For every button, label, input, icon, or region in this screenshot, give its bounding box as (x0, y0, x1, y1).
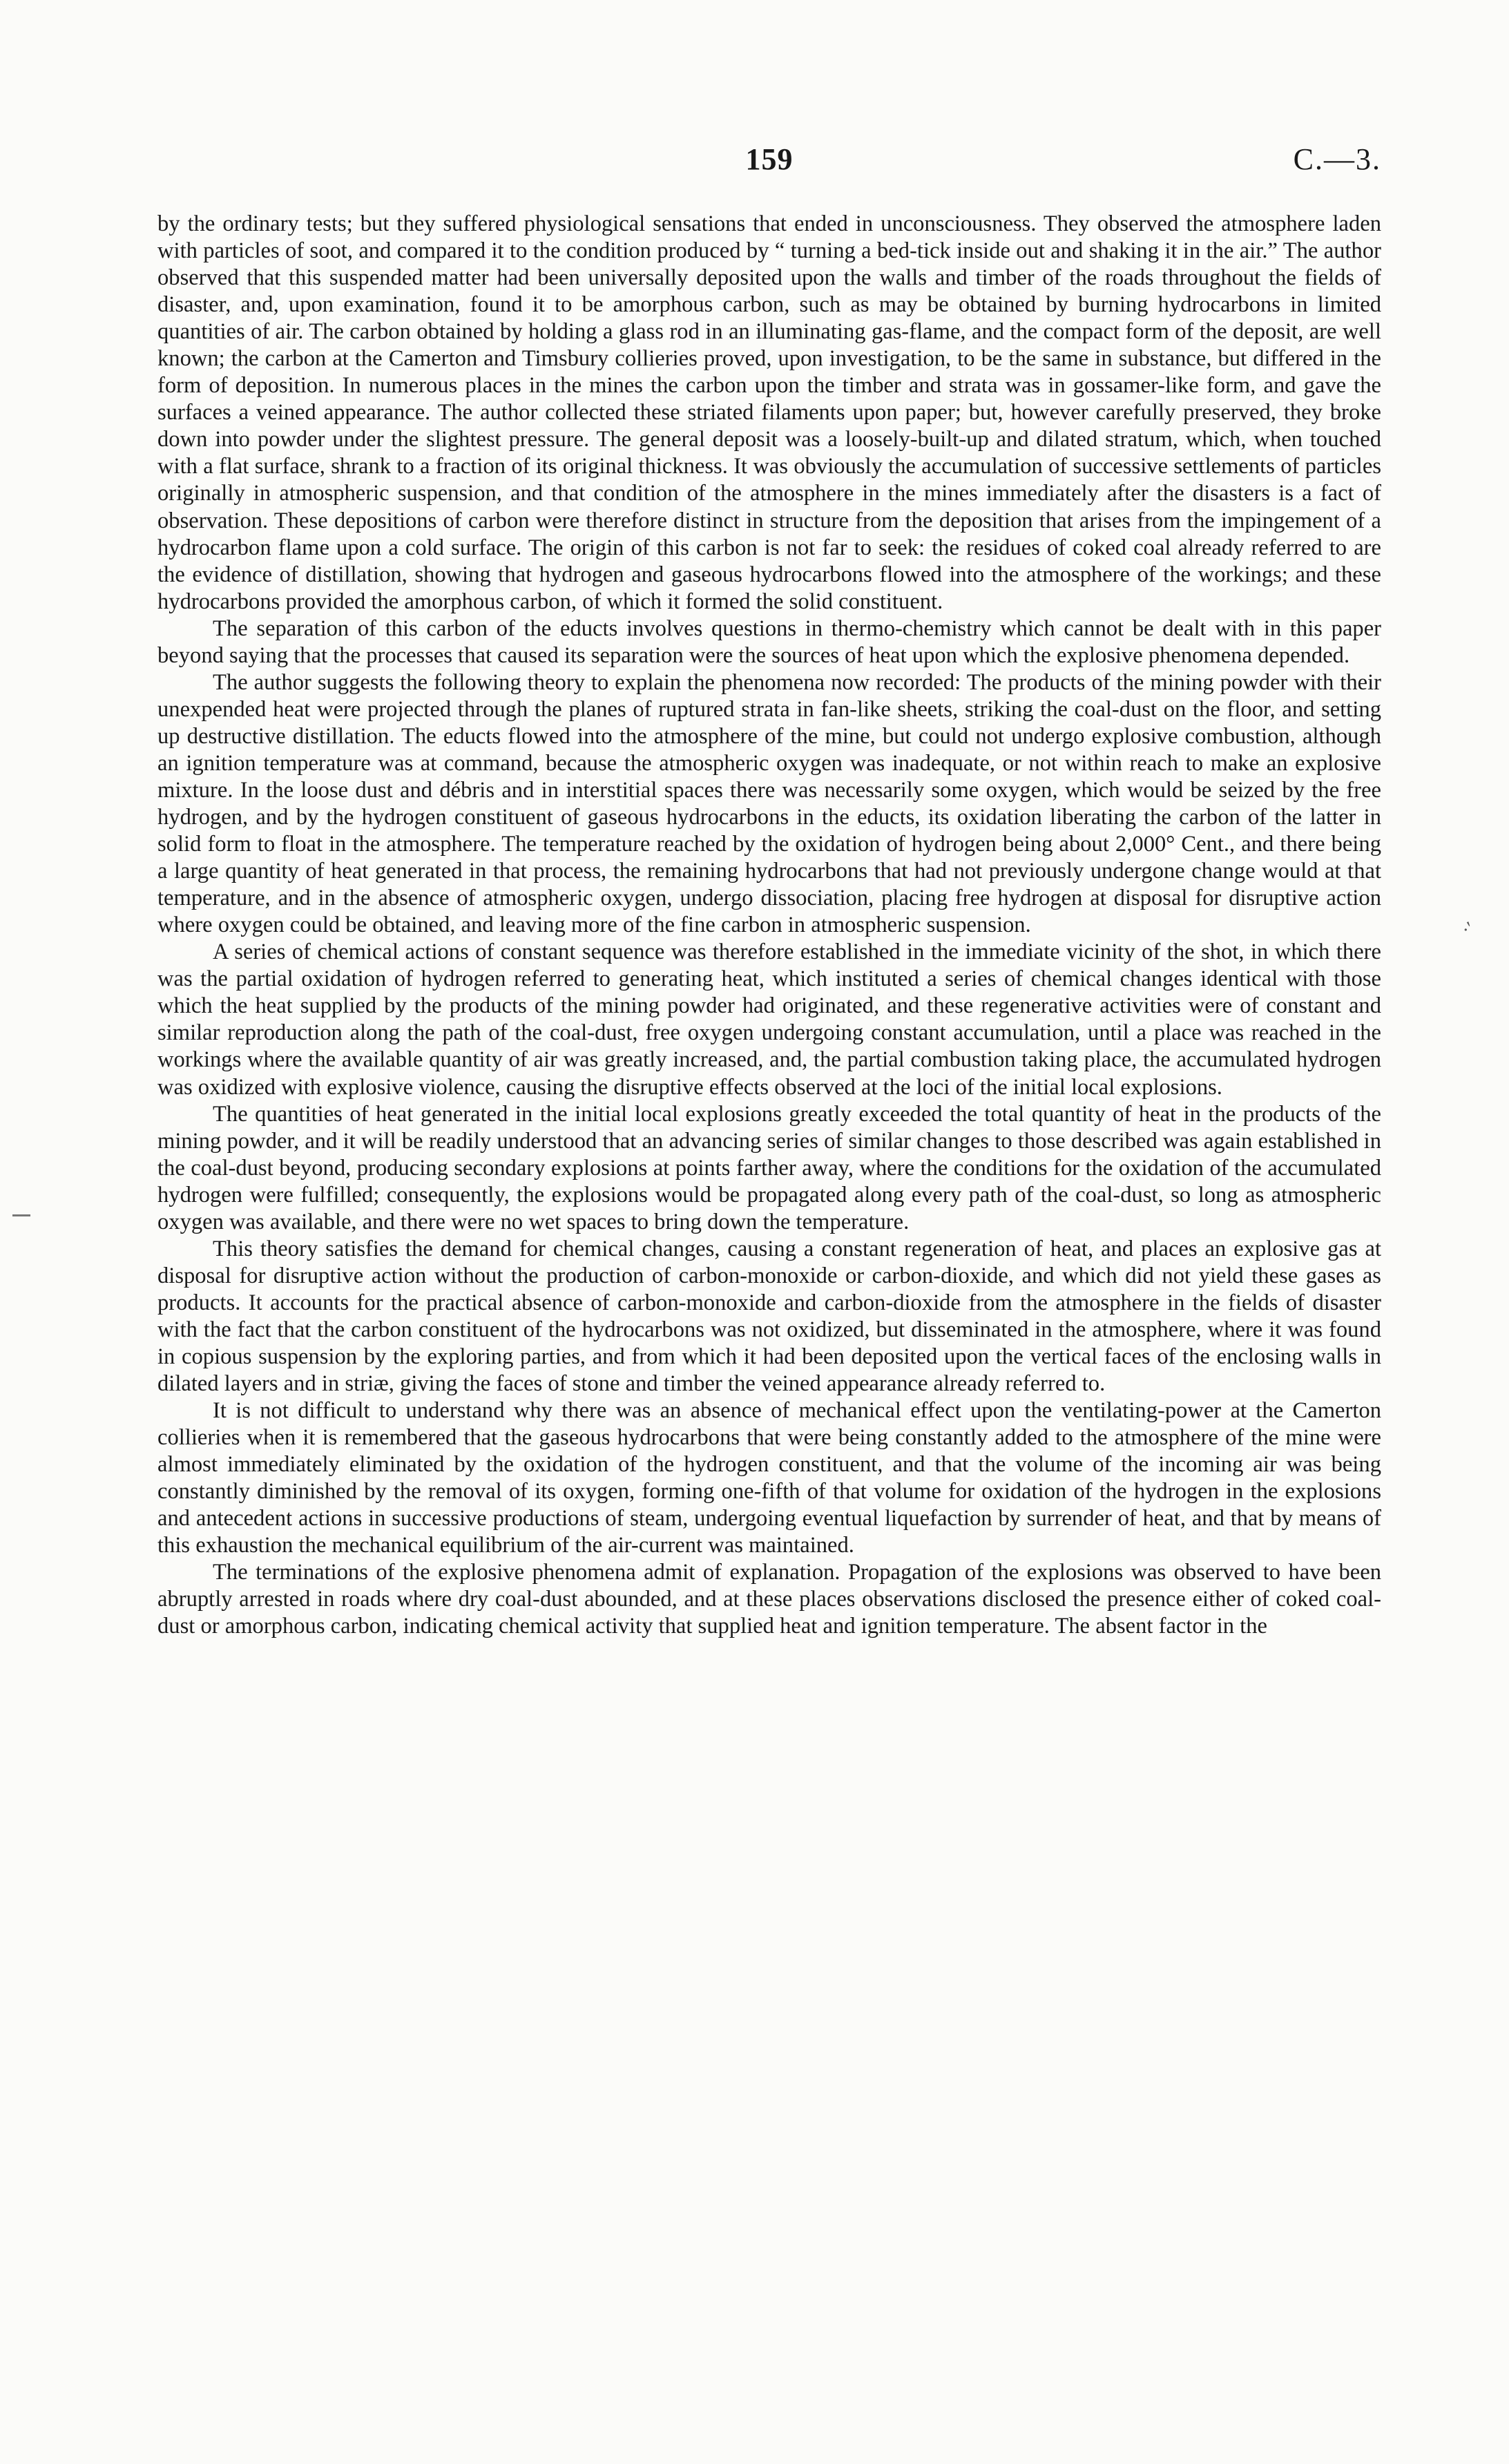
document-reference: C.—3. (1293, 142, 1381, 176)
stray-ink-mark: ·' (1458, 917, 1477, 942)
margin-mark (12, 1214, 30, 1216)
paragraph-2: The separation of this carbon of the educts involves questions in thermo-chemistry which cannot be dealt with in this paper beyond saying that the processes that caused its separation were the sources of heat upon which the explosive phenomena depended. (157, 615, 1381, 668)
paragraph-6: This theory satisfies the demand for chemical changes, causing a constant regeneration of heat, and places an explosive gas at disposal for disruptive action without the production of carbon-monoxide or carbon-dioxide, and which did not yield these gases as products. It accounts for the practical absence of carbon-monoxide and carbon-dioxide from the atmosphere in the fields of disaster with the fact that the carbon constituent of the hydrocarbons was not oxidized, but disseminated in the atmosphere, where it was found in copious suspension by the exploring parties, and from which it had been deposited upon the vertical faces of the enclosing walls in dilated layers and in striæ, giving the faces of stone and timber the veined appearance already referred to. (157, 1236, 1381, 1397)
paragraph-1: by the ordinary tests; but they suffered physiological sensations that ended in unconsciousness. They observed the atmosphere laden with particles of soot, and compared it to the condition produced by “ turning a bed-tick inside out and shaking it in the air.” The author observed that this suspended matter had been universally deposited upon the walls and timber of the roads throughout the fields of disaster, and, upon examination, found it to be amorphous carbon, such as may be obtained by burning hydrocarbons in limited quantities of air. The carbon obtained by holding a glass rod in an illuminating gas-flame, and the compact form of the deposit, are well known; the carbon at the Camerton and Timsbury collieries proved, upon investigation, to be the same in substance, but differed in the form of deposition. In numerous places in the mines the carbon upon the timber and strata was in gossamer-like form, and gave the surfaces a veined appearance. The author collected these striated filaments upon paper; but, however carefully preserved, they broke down into powder under the slightest pressure. The general deposit was a loosely-built-up and dilated stratum, which, when touched with a flat surface, shrank to a fraction of its original thickness. It was obviously the accumulation of successive settlements of particles originally in atmospheric suspension, and that condition of the atmosphere in the mines immediately after the disasters is a fact of observation. These depositions of carbon were therefore distinct in structure from the deposition that arises from the impingement of a hydrocarbon flame upon a cold surface. The origin of this carbon is not far to seek: the residues of coked coal already referred to are the evidence of distillation, showing that hydrogen and gaseous hydrocarbons flowed into the atmosphere of the workings; and these hydrocarbons provided the amorphous carbon, of which it formed the solid constituent. (157, 211, 1381, 614)
body-text (157, 211, 1381, 1640)
paragraph-8: The terminations of the explosive phenomena admit of explanation. Propagation of the explosions was observed to have been abruptly arrested in roads where dry coal-dust abounded, and at these places observations disclosed the presence either of coked coal-dust or amorphous carbon, indicating chemical activity that supplied heat and ignition temperature. The absent factor in the (157, 1560, 1381, 1639)
paragraph-4: A series of chemical actions of constant sequence was therefore established in the immediate vicinity of the shot, in which there was the partial oxidation of hydrogen referred to generating heat, which instituted a series of chemical changes identical with those which the heat supplied by the products of the mining powder had originated, and these regenerative activities were of constant and similar reproduction along the path of the coal-dust, free oxygen undergoing constant accumulation, until a place was reached in the workings where the available quantity of air was greatly increased, and, the partial combustion taking place, the accumulated hydrogen was oxidized with explosive violence, causing the disruptive effects observed at the loci of the initial local explosions. (157, 939, 1381, 1100)
paragraph-7: It is not difficult to understand why there was an absence of mechanical effect upon the ventilating-power at the Camerton collieries when it is remembered that the gaseous hydrocarbons that were being constantly added to the atmosphere of the mine were almost immediately eliminated by the oxidation of the hydrogen constituent, and that the volume of the incoming air was being constantly diminished by the removal of its oxygen, forming one-fifth of that volume for oxidation of the hydrogen in the explosions and antecedent actions in successive productions of steam, undergoing eventual liquefaction by surrender of heat, and that by means of this exhaustion the mechanical equilibrium of the air-current was maintained. (157, 1398, 1381, 1558)
page-header (157, 142, 1381, 183)
paragraph-3: The author suggests the following theory to explain the phenomena now recorded: The products of the mining powder with their unexpended heat were projected through the planes of ruptured strata in fan-like sheets, striking the coal-dust on the floor, and setting up destructive distillation. The educts flowed into the atmosphere of the mine, but could not undergo explosive combustion, although an ignition temperature was at command, because the atmospheric oxygen was inadequate, or not within reach to make an explosive mixture. In the loose dust and débris and in interstitial spaces there was necessarily some oxygen, which would be seized by the free hydrogen, and by the hydrogen constituent of gaseous hydrocarbons in the educts, its oxidation liberating the carbon of the latter in solid form to float in the atmosphere. The temperature reached by the oxidation of hydrogen being about 2,000° Cent., and there being a large quantity of heat generated in that process, the remaining hydrocarbons that had not previously undergone change would at that temperature, and in the absence of atmospheric oxygen, undergo dissociation, placing free hydrogen at disposal for disruptive action where oxygen could be obtained, and leaving more of the fine carbon in atmospheric suspension. (157, 669, 1381, 938)
paragraph-5: The quantities of heat generated in the initial local explosions greatly exceeded the total quantity of heat in the products of the mining powder, and it will be readily understood that an advancing series of similar changes to those described was again established in the coal-dust beyond, producing secondary explosions at points farther away, where the conditions for the oxidation of the accumulated hydrogen were fulfilled; consequently, the explosions would be propagated along every path of the coal-dust, so long as atmospheric oxygen was available, and there were no wet spaces to bring down the temperature. (157, 1101, 1381, 1234)
page-number: 159 (745, 142, 794, 176)
